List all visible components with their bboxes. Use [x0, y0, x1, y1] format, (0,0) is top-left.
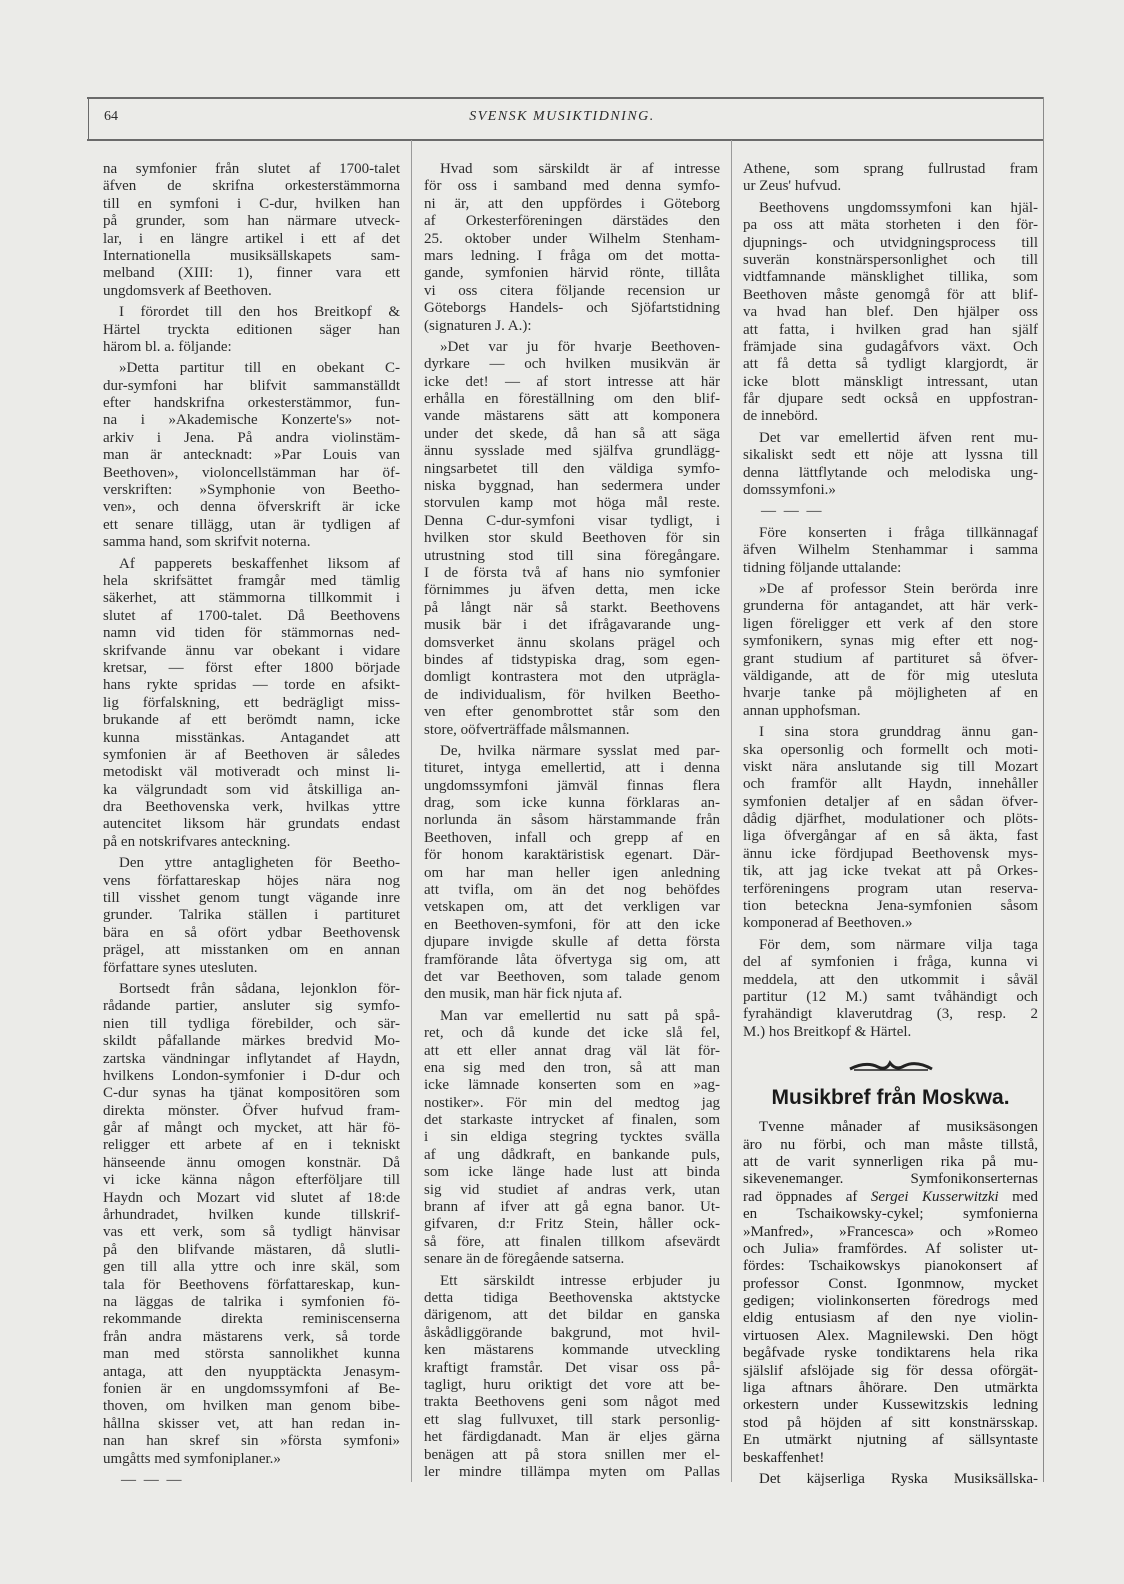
text-line: ett slag fullvuxet, till stark personlig-: [424, 1411, 720, 1428]
page-number: 64: [104, 109, 118, 124]
text-line: »De af professor Stein berörda inre: [759, 581, 1038, 597]
text-line: kunna misstänkas. Antagandet att: [103, 729, 400, 746]
text-line: gen till alla yttre och inre skäl, som: [103, 1259, 400, 1276]
paragraph: [424, 1008, 720, 1269]
text-line: dra Beethovenska verk, hvilkas yttre: [103, 799, 400, 816]
text-line: beskaffenhet!: [743, 1449, 825, 1466]
text-line: en Tschaikowsky-cykel; symfonierna: [743, 1206, 1038, 1223]
text-line: direkta mönster. Öfver hufvud fram-: [103, 1102, 400, 1119]
text-line: symfonien detaljer af en sådan öfver-: [743, 793, 1038, 810]
text-line: en Beethoven-symfoni, för att den icke: [424, 916, 720, 933]
text-line: bära en så ofört ydbar Beethovensk: [103, 924, 400, 941]
text-line: får djupare sedt också en uppfostran-: [743, 391, 1038, 408]
text-line: grunderna för antagandet, att här verk-: [743, 598, 1038, 615]
paragraph: [424, 339, 720, 739]
text-line: till visshet genom tungt vägande inre: [103, 890, 400, 907]
text-line: het färdigdanadt. Man är eljes gärna: [424, 1429, 720, 1446]
section-separator: — — —: [121, 1471, 184, 1488]
text-line: viskt nära anslutande sig till Mozart: [743, 758, 1038, 775]
text-line: att tvifla, om än det nog behöfdes: [424, 882, 720, 899]
text-line: århundradet, hvilken kunde tillskrif-: [103, 1207, 400, 1224]
text-line: »Det var ju för hvarje Beethoven-: [440, 338, 720, 355]
text-line: för oss i samband med denna symfo-: [424, 178, 720, 195]
text-line: nien till tydliga förebilder, och sär-: [103, 1015, 400, 1032]
text-line: det var Beethoven, som talade genom: [424, 968, 720, 985]
paragraph: [103, 161, 400, 300]
text-line: Beethoven måste genomgå för att blif-: [743, 286, 1038, 303]
text-line: Det käjserliga Ryska Musiksällska-: [759, 1470, 1038, 1487]
text-line: Beethovens ungdomssymfoni kan hjäl-: [759, 199, 1038, 216]
text-line: utrustning stod till sina föregångare.: [424, 547, 720, 564]
text-line: religger ett arbete af en i tekniskt: [103, 1137, 400, 1154]
paragraph: [424, 1273, 720, 1482]
text-line: ur Zeus' hufvud.: [743, 178, 842, 195]
text-line: zartska vändningar inflytandet af Haydn,: [103, 1050, 400, 1067]
text-column-3: [743, 161, 1038, 1492]
text-line: gande, symfonien härvid rönte, tillåta: [424, 265, 720, 282]
text-line: djupnings- och utvidgningsprocess till: [743, 234, 1038, 251]
text-line: bindes af tidstypiska drag, som egen-: [424, 651, 720, 668]
text-line: dur-symfoni har blifvit sammanställdt: [103, 377, 400, 394]
paragraph: [743, 581, 1038, 720]
text-line: prägel, att misstanken om en annan: [103, 942, 400, 959]
paragraph: [424, 743, 720, 1004]
text-line: I de första två af hans nio symfonier: [424, 564, 720, 581]
text-line: vas ett verk, som så tydligt hänvisar: [103, 1224, 400, 1241]
text-line: vens författareskap höjes nära nog: [103, 872, 400, 889]
text-line: verskriften: »Symphonie von Beetho-: [103, 482, 400, 499]
text-line: För dem, som närmare vilja taga: [759, 936, 1038, 953]
text-line: [743, 1189, 1038, 1206]
text-line: erhålla en föreställning om den blif-: [424, 391, 720, 408]
text-line: går af mångt och mycket, att här fö-: [103, 1120, 400, 1137]
text-line: »Manfred», »Francesca» och »Romeo: [743, 1223, 1038, 1240]
text-line: vidtfamnande mänsklighet tillika, som: [743, 269, 1038, 286]
text-line: annan upphofsman.: [743, 702, 861, 719]
text-line: virtuosen Alex. Magnilewski. Den högt: [743, 1327, 1038, 1344]
text-line: som icke länge hade lust att binda: [424, 1164, 720, 1181]
text-line: ungdomssymfoni jämväl finnas flera: [424, 777, 720, 794]
text-span: rad öppnades af: [743, 1188, 871, 1205]
text-line: äfven Wilhelm Stenhammar i samma: [743, 542, 1038, 559]
text-line: från andra mästarens verk, så torde: [103, 1328, 400, 1345]
text-line: I sina stora grunddrag ännu gan-: [759, 724, 1038, 741]
frame-right-rule: [1043, 97, 1044, 1482]
text-line: man med största sannolikhet kunna: [103, 1346, 400, 1363]
text-line: af ung dådkraft, en bankande puls,: [424, 1146, 720, 1163]
text-line: på långt när så starkt. Beethovens: [424, 599, 720, 616]
text-line: nostiker». För min del medtog jag: [424, 1094, 720, 1111]
italic-name: Sergei Kusserwitzki: [870, 1188, 999, 1205]
text-line: icke blott mänskligt intressant, utan: [743, 373, 1038, 390]
text-line: Hvad som särskildt är af intresse: [440, 161, 720, 177]
text-line: domligt kontrastera mot den utprägla-: [424, 669, 720, 686]
paragraph: [103, 981, 400, 1468]
text-line: mars ledning. I fråga om det motta-: [424, 247, 720, 264]
text-line: tagligt, huru oriktigt det vore att be-: [424, 1376, 720, 1393]
text-line: icke det! — af stort intresse att här: [424, 373, 720, 390]
text-line: ken mästarens kommande utveckling: [424, 1342, 720, 1359]
text-line: pa oss att mäta storheten i den för-: [743, 217, 1038, 234]
text-line: de innebörd.: [743, 408, 818, 425]
text-span: med: [998, 1188, 1038, 1205]
section-separator: — — —: [761, 503, 824, 520]
text-line: den musik, man här fick njuta af.: [424, 986, 623, 1003]
text-line: partitur (12 M.) samt tvåhändigt och: [743, 988, 1038, 1005]
text-line: vi icke känna någon efterföljare till: [103, 1172, 400, 1189]
text-line: ka välgrundadt som vid åtskilliga an-: [103, 781, 400, 798]
text-line: orkestern under Kussewitzskis ledning: [743, 1397, 1038, 1414]
text-line: efter handskrifna orkesterstämmor, fun-: [103, 395, 400, 412]
text-line: brann af ifver att gå egna banor. Ut-: [424, 1199, 720, 1216]
text-line: metodiskt väl motiveradt och minst li-: [103, 764, 400, 781]
text-line: hållna skisser vet, att han redan in-: [103, 1415, 400, 1432]
text-column-1: [103, 161, 400, 1493]
text-line: kretsar, — först efter 1800 började: [103, 659, 400, 676]
text-line: Beethoven, infall och grepp af en: [424, 829, 720, 846]
text-line: tala för Beethovens författareskap, kun-: [103, 1276, 400, 1293]
text-line: trakta Beethovens geni som något med: [424, 1394, 720, 1411]
paragraph: [103, 304, 400, 356]
text-line: M.) hos Breitkopf & Härtel.: [743, 1023, 912, 1040]
text-line: författare synes utesluten.: [103, 959, 258, 976]
text-line: na i »Akademische Konzerte's» not-: [103, 412, 400, 429]
paragraph: [743, 525, 1038, 577]
text-line: ret, och då kunde det icke slå fel,: [424, 1025, 720, 1042]
text-line: af Orkesterföreningen därstädes den: [424, 213, 720, 230]
paragraph: [743, 430, 1038, 500]
text-line: suverän konstnärspersonlighet och till: [743, 251, 1038, 268]
text-line: ska opersonlig och formellt och moti-: [743, 741, 1038, 758]
paragraph: [743, 937, 1038, 1041]
text-line: man är antecknadt: »Par Louis van: [103, 447, 400, 464]
text-line: gifvaren, d:r Fritz Stein, håller ock-: [424, 1216, 720, 1233]
text-line: ett senare tillägg, utan är tydligen af: [103, 516, 400, 533]
journal-title: SVENSK MUSIKTIDNING.: [469, 109, 655, 124]
text-line: senare än de föregående satserna.: [424, 1251, 625, 1268]
text-line: va hvad han blef. Den hjälper oss: [743, 304, 1038, 321]
text-line: så före, att finalen tillkom afsevärdt: [424, 1233, 720, 1250]
text-line: vi oss citera följande recension ur: [424, 282, 720, 299]
column-divider: [731, 140, 732, 1482]
text-line: ven efter genombrottet står som den: [424, 704, 720, 721]
text-line: niska byggnad, han sedermera under: [424, 478, 720, 495]
text-line: sikevenemanger. Symfonikonserternas: [743, 1171, 1038, 1188]
text-line: na symfonier från slutet af 1700-talet: [103, 161, 400, 177]
text-line: namn vid tiden för stämmornas ned-: [103, 625, 400, 642]
text-line: äfven de skrifna orkesterstämmorna: [103, 178, 400, 195]
text-line: domssymfoni.»: [743, 482, 836, 499]
text-line: terföreningens program utan reserva-: [743, 880, 1038, 897]
text-line: melband (XIII: 1), finner vara ett: [103, 265, 400, 282]
text-line: arkiv i Jena. På andra violinstäm-: [103, 429, 400, 446]
text-line: att fatta, i hvilken grad han själf: [743, 321, 1038, 338]
text-line: hans rykte spridas — torde en afsikt-: [103, 677, 400, 694]
paragraph: [743, 200, 1038, 426]
text-line: ännu icke fördjupad Beethovensk mys-: [743, 845, 1038, 862]
text-line: djupare invigde skulle af detta första: [424, 934, 720, 951]
text-line: storvulen kamp mot höga mål reste.: [424, 495, 720, 512]
text-line: samma hand, som skrifvit noterna.: [103, 534, 311, 551]
text-line: benägen att på stora snillen mer el-: [424, 1446, 720, 1463]
text-line: liga aftnars åhörare. Den utmärkta: [743, 1380, 1038, 1397]
text-line: Af papperets beskaffenhet liksom af: [119, 555, 400, 572]
text-line: del af symfonien i fråga, kunna vi: [743, 954, 1038, 971]
text-line: lar, i en längre artikel i ett af det: [103, 230, 400, 247]
text-line: härom bl. a. följande:: [103, 338, 232, 355]
text-line: sikaliskt sedt ett nöje att lyssna till: [743, 447, 1038, 464]
text-line: grunder. Talrika ställen i partituret: [103, 907, 400, 924]
text-line: äro nu förbi, och man måste tillstå,: [743, 1136, 1038, 1153]
text-line: ler mindre tillämpa myten om Pallas: [424, 1463, 720, 1480]
text-line: antaga, att den nyupptäckta Jenasym-: [103, 1363, 400, 1380]
text-line: och framför allt Haydn, innehåller: [743, 776, 1038, 793]
text-line: i sin eldiga stegring tycktes svälla: [424, 1129, 720, 1146]
text-line: thoven, om hvilken man genom bibe-: [103, 1398, 400, 1415]
text-line: detta tidiga Beethovenska aktstycke: [424, 1290, 720, 1306]
text-line: att få detta så tydligt klargjordt, är: [743, 356, 1038, 373]
text-line: de individualism, för hvilken Beetho-: [424, 686, 720, 703]
text-line: lig förfalskning, ett bedrägligt miss-: [103, 694, 400, 711]
text-line: stod på höjden af sitt konstnärsskap.: [743, 1414, 1038, 1431]
text-line: och Julia» framfördes. Af solister ut-: [743, 1240, 1038, 1257]
text-line: na läggas de talrika i symfonien fö-: [103, 1294, 400, 1310]
text-line: grant studium af partituret så öfver-: [743, 650, 1038, 667]
text-line: tik, att jag icke tvekat att på Orkes-: [743, 863, 1038, 880]
text-line: väldigande, att de för mig utesluta: [743, 667, 1038, 684]
text-line: under det skede, då han så att säga: [424, 425, 720, 442]
text-line: Haydn och Mozart vid slutet af 18:de: [103, 1189, 400, 1206]
text-line: tidning följande uttalande:: [743, 559, 902, 576]
text-line: 25. oktober under Wilhelm Stenham-: [424, 230, 720, 247]
text-line: skildt påfallande märkes bredvid Mo-: [103, 1033, 400, 1050]
text-line: Athene, som sprang fullrustad fram: [743, 161, 1038, 177]
text-line: hvilken stor skuld Beethoven för sin: [424, 530, 720, 547]
text-line: eldig entusiasm af den nye violin-: [743, 1310, 1038, 1327]
text-line: »Detta partitur till en obekant C-: [119, 360, 400, 377]
text-line: store, oöfverträffade målsmannen.: [424, 721, 630, 738]
paragraph: [743, 161, 1038, 196]
text-line: på grunder, som han närmare utveck-: [103, 213, 400, 230]
paragraph: [103, 556, 400, 852]
header-bottom-rule: [87, 139, 1044, 141]
text-line: drag, som icke kunna förklaras an-: [424, 795, 720, 812]
text-line: musik bär i det ifrågavarande ung-: [424, 617, 720, 634]
text-line: ungdomsverk af Beethoven.: [103, 282, 272, 299]
text-line: (signaturen J. A.):: [424, 317, 532, 334]
text-line: fördes: Tschaikowskys pianokonsert af: [743, 1258, 1038, 1275]
text-line: icke lämnade konserten som en »ag-: [424, 1077, 720, 1094]
text-line: fonien är en ungdomssymfoni af Be-: [103, 1380, 400, 1397]
text-line: dyrkare — och hvilken musikvän är: [424, 356, 720, 373]
paragraph: [103, 855, 400, 977]
text-line: tion beteckna Jena-symfonien såsom: [743, 898, 1038, 915]
paragraph: [103, 360, 400, 551]
text-line: om har man heller igen anledning: [424, 864, 720, 881]
text-line: ännu sysslade med själfva grundlägg-: [424, 443, 720, 460]
paragraph: [743, 1471, 1038, 1488]
text-line: åskådliggörande bakgrund, mot hvil-: [424, 1324, 720, 1341]
text-line: säkerhet, att stämmorna tillkommit i: [103, 590, 400, 607]
header-top-rule: [87, 97, 1044, 99]
text-line: därigenom, att det bildar en ganska: [424, 1307, 720, 1324]
text-line: umgåtts med symfoniplaner.»: [103, 1450, 281, 1467]
text-line: Härtel tryckta editionen säger han: [103, 321, 400, 338]
text-line: Denna C-dur-symfoni visar tydligt, i: [424, 512, 720, 529]
text-line: Den yttre antagligheten för Beetho-: [119, 855, 400, 872]
text-line: gedigen; violinkonserten föredrogs med: [743, 1293, 1038, 1310]
paragraph: [743, 1119, 1038, 1467]
text-line: skrifvande ännu var obekant i vidare: [103, 642, 400, 659]
text-line: Göteborgs Handels- och Sjöfartstidning: [424, 300, 720, 317]
text-line: att ett eller annat drag väl lät för-: [424, 1042, 720, 1059]
text-line: på en notskrifvares anteckning.: [103, 833, 291, 850]
text-line: ligen föreligger ett verk af den store: [743, 615, 1038, 632]
text-line: Bortsedt från sådana, lejonklon för-: [119, 980, 400, 997]
text-line: autencitet liksom här grundats endast: [103, 816, 400, 833]
text-line: Internationella musiksällskapets sam-: [103, 247, 400, 264]
text-line: att de varit synnerligen rika på mu-: [743, 1153, 1038, 1170]
text-line: komponerad af Beethoven.»: [743, 915, 913, 932]
text-line: fyrahändigt klaverutdrag (3, resp. 2: [743, 1006, 1038, 1023]
text-line: denna lättflytande och melodiska ung-: [743, 464, 1038, 481]
paragraph: [743, 724, 1038, 933]
text-line: hvilkens London-symfonier i D-dur och: [103, 1067, 400, 1084]
column-divider: [411, 140, 412, 1482]
text-line: Tvenne månader af musiksäsongen: [759, 1119, 1038, 1136]
text-line: Före konserten i fråga tillkännagaf: [759, 524, 1038, 541]
text-line: ven», och denna öfverskrift är icke: [103, 499, 400, 516]
text-line: för honom karaktäristisk egenart. Där-: [424, 847, 720, 864]
text-line: liga öfvergångar af en så äkta, fast: [743, 828, 1038, 845]
text-line: på den blifvande mästaren, då slutli-: [103, 1241, 400, 1258]
text-line: I förordet till den hos Breitkopf &: [119, 304, 400, 321]
text-line: norlunda än såsom härstammande från: [424, 812, 720, 829]
text-line: Det var emellertid äfven rent mu-: [759, 429, 1038, 446]
text-line: begåfvade ryske tondiktarens hela rika: [743, 1345, 1038, 1362]
text-line: En utmärkt njutning af sällsyntaste: [743, 1432, 1038, 1449]
text-line: C-dur synas ha tjänat kompositören som: [103, 1085, 400, 1102]
text-line: domsverket ännu skolans prägel och: [424, 634, 720, 651]
ornament-divider-icon: [743, 1057, 1038, 1075]
text-line: kraftigt framstår. Det visar oss på-: [424, 1359, 720, 1376]
text-line: De, hvilka närmare sysslat med par-: [440, 742, 720, 759]
text-line: professor Const. Igonmnow, mycket: [743, 1275, 1038, 1292]
text-line: slutet af 1700-talet. Då Beethovens: [103, 607, 400, 624]
text-line: hvarje tanke på möjligheten af en: [743, 685, 1038, 702]
text-line: dådig djärfhet, modulationer och plöts-: [743, 811, 1038, 828]
text-line: det starkaste intrycket af finalen, som: [424, 1112, 720, 1129]
text-line: förnimmes ju äfven detta, men icke: [424, 582, 720, 599]
text-line: främjade sina gudagåfvors växt. Och: [743, 338, 1038, 355]
text-line: ena sig med den tron, så att man: [424, 1059, 720, 1076]
text-line: ningsarbetet till den väldiga symfo-: [424, 460, 720, 477]
text-line: framförande låta öfvertyga sig om, att: [424, 951, 720, 968]
text-line: vande mästarens sätt att komponera: [424, 408, 720, 425]
text-line: meddela, att den utkommit i såväl: [743, 971, 1038, 988]
article-heading: Musikbref från Moskwa.: [771, 1086, 1010, 1110]
text-line: rådande partier, ansluter sig symfo-: [103, 998, 400, 1015]
text-line: Ett särskildt intresse erbjuder ju: [440, 1272, 720, 1289]
text-line: nan han skref sin »första symfoni»: [103, 1433, 400, 1450]
text-column-2: [424, 161, 720, 1485]
text-line: brukande af ett berömdt namn, icke: [103, 712, 400, 729]
text-line: Beethoven», violoncellstämman har öf-: [103, 464, 400, 481]
text-line: symfonikern, synas mig efter ett nog-: [743, 633, 1038, 650]
text-line: tituret, intyga emellertid, att i denna: [424, 760, 720, 777]
text-line: sig vid studiet af andras verk, utan: [424, 1181, 720, 1198]
text-line: vetskapen om, att det verkligen var: [424, 899, 720, 916]
text-line: hela skrifsättet framgår med tämlig: [103, 572, 400, 589]
text-line: symfonien är af Beethoven är således: [103, 746, 400, 763]
text-line: ni är, att den uppfördes i Göteborg: [424, 195, 720, 212]
paragraph: [424, 161, 720, 335]
text-line: hänseende ännu omogen konstnär. Då: [103, 1154, 400, 1171]
text-line: själslif afslöjade sig för dessa oförgät-: [743, 1362, 1038, 1379]
text-line: Man var emellertid nu satt på spå-: [440, 1007, 720, 1024]
text-line: rekommande direkta reminiscenserna: [103, 1311, 400, 1328]
text-line: till en symfoni i C-dur, hvilken han: [103, 195, 400, 212]
